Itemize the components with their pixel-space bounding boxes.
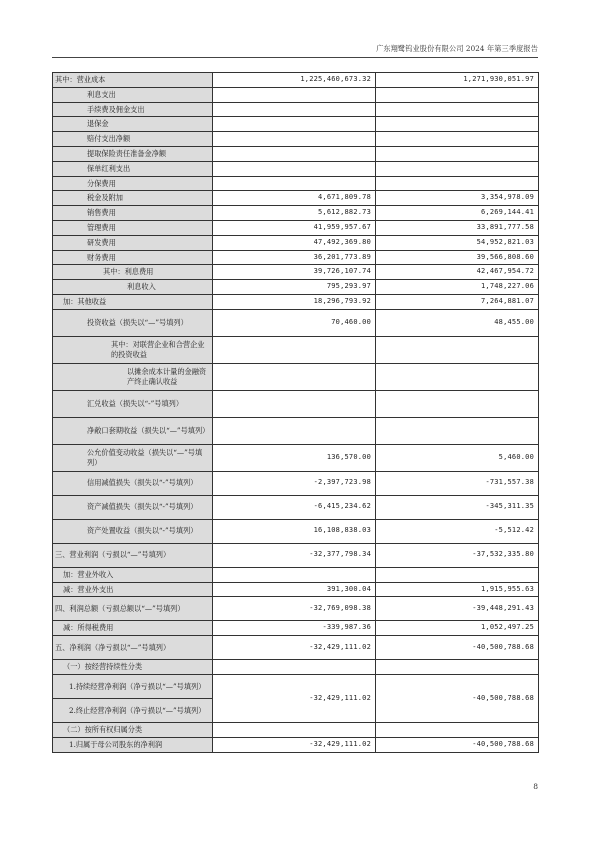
- current-period-value: [213, 390, 376, 417]
- prior-period-value: 33,891,777.58: [376, 220, 539, 235]
- row-label: 研发费用: [53, 235, 213, 250]
- table-row: [53, 636, 539, 660]
- prior-period-value: 1,748,227.06: [376, 280, 539, 295]
- current-period-value: 5,612,882.73: [213, 206, 376, 221]
- row-label: 其中：营业成本: [53, 73, 213, 88]
- current-period-value: [213, 336, 376, 363]
- table-row: [53, 417, 539, 444]
- current-period-value: [213, 161, 376, 176]
- row-label: 2.终止经营净利润（净亏损以“—”号填列）: [53, 698, 213, 722]
- prior-period-value: -40,500,788.68: [376, 737, 539, 752]
- row-label: 公允价值变动收益（损失以“—”号填列）: [53, 444, 213, 471]
- row-label: 三、营业利润（亏损以“—”号填列）: [53, 543, 213, 567]
- prior-period-value: -345,311.35: [376, 495, 539, 519]
- row-label: 退保金: [53, 117, 213, 132]
- row-label: 四、利润总额（亏损总额以“—”号填列）: [53, 597, 213, 621]
- current-period-value: [213, 87, 376, 102]
- row-label: 其中：对联营企业和合营企业的投资收益: [53, 336, 213, 363]
- table-row: [53, 336, 539, 363]
- row-label: 减：所得税费用: [53, 621, 213, 636]
- prior-period-value: [376, 722, 539, 737]
- row-label: 手续费及佣金支出: [53, 102, 213, 117]
- table-row: [53, 117, 539, 132]
- row-label: 资产减值损失（损失以“-”号填列）: [53, 495, 213, 519]
- table-row: [53, 220, 539, 235]
- row-label: 保单红利支出: [53, 161, 213, 176]
- row-label: 以摊余成本计量的金融资产终止确认收益: [53, 363, 213, 390]
- row-label: 销售费用: [53, 206, 213, 221]
- prior-period-value: 6,269,144.41: [376, 206, 539, 221]
- prior-period-value: [376, 336, 539, 363]
- table-row: [53, 73, 539, 88]
- prior-period-value: [376, 567, 539, 582]
- current-period-value: 16,108,838.03: [213, 519, 376, 543]
- current-period-value: -339,987.36: [213, 621, 376, 636]
- income-statement-body: [53, 73, 539, 753]
- row-label: 1.持续经营净利润（净亏损以“—”号填列）: [53, 674, 213, 698]
- prior-period-value: 42,467,954.72: [376, 265, 539, 280]
- row-label: 减：营业外支出: [53, 582, 213, 597]
- prior-period-value: 1,915,955.63: [376, 582, 539, 597]
- prior-period-value: [376, 660, 539, 675]
- table-row: [53, 191, 539, 206]
- prior-period-value: [376, 102, 539, 117]
- row-label: 利息支出: [53, 87, 213, 102]
- row-label: （一）按经营持续性分类: [53, 660, 213, 675]
- current-period-value: [213, 722, 376, 737]
- table-row: [53, 444, 539, 471]
- current-period-value: 70,460.00: [213, 309, 376, 336]
- report-header-title: 广东翔鹭钨业股份有限公司 2024 年第三季度报告: [376, 44, 538, 53]
- row-label: 其中：利息费用: [53, 265, 213, 280]
- prior-period-value: -731,557.38: [376, 471, 539, 495]
- row-label: 1.归属于母公司股东的净利润: [53, 737, 213, 752]
- current-period-value: 41,959,957.67: [213, 220, 376, 235]
- prior-period-value: [376, 117, 539, 132]
- table-row: [53, 674, 539, 698]
- table-row: [53, 294, 539, 309]
- prior-period-value: [376, 161, 539, 176]
- prior-period-value: [376, 87, 539, 102]
- prior-period-value: [376, 390, 539, 417]
- current-period-value: -32,429,111.02: [213, 737, 376, 752]
- table-row: [53, 132, 539, 147]
- row-label: 投资收益（损失以“—”号填列）: [53, 309, 213, 336]
- prior-period-value: -5,512.42: [376, 519, 539, 543]
- table-row: [53, 265, 539, 280]
- current-period-value: [213, 176, 376, 191]
- table-row: [53, 519, 539, 543]
- current-period-value: -32,429,111.02: [213, 674, 376, 722]
- current-period-value: [213, 417, 376, 444]
- table-row: [53, 597, 539, 621]
- table-row: [53, 87, 539, 102]
- row-label: 管理费用: [53, 220, 213, 235]
- row-label: 利息收入: [53, 280, 213, 295]
- row-label: 加：其他收益: [53, 294, 213, 309]
- row-label: 净敞口套期收益（损失以“—”号填列）: [53, 417, 213, 444]
- row-label: 提取保险责任准备金净额: [53, 146, 213, 161]
- prior-period-value: [376, 176, 539, 191]
- prior-period-value: [376, 363, 539, 390]
- table-row: [53, 567, 539, 582]
- current-period-value: [213, 117, 376, 132]
- income-statement-table: [52, 72, 539, 753]
- current-period-value: -32,377,798.34: [213, 543, 376, 567]
- row-label: 汇兑收益（损失以“-”号填列）: [53, 390, 213, 417]
- row-label: 信用减值损失（损失以“-”号填列）: [53, 471, 213, 495]
- prior-period-value: -37,532,335.80: [376, 543, 539, 567]
- row-label: 资产处置收益（损失以“-”号填列）: [53, 519, 213, 543]
- prior-period-value: -40,500,788.68: [376, 674, 539, 722]
- table-row: [53, 390, 539, 417]
- prior-period-value: -40,500,788.68: [376, 636, 539, 660]
- row-label: 税金及附加: [53, 191, 213, 206]
- current-period-value: 4,671,809.78: [213, 191, 376, 206]
- current-period-value: [213, 567, 376, 582]
- table-row: [53, 161, 539, 176]
- prior-period-value: -39,448,291.43: [376, 597, 539, 621]
- table-row: [53, 176, 539, 191]
- current-period-value: 136,570.00: [213, 444, 376, 471]
- row-label: 赔付支出净额: [53, 132, 213, 147]
- current-period-value: 47,492,369.80: [213, 235, 376, 250]
- table-row: [53, 146, 539, 161]
- table-row: [53, 660, 539, 675]
- prior-period-value: 48,455.00: [376, 309, 539, 336]
- table-row: [53, 543, 539, 567]
- current-period-value: -32,769,098.38: [213, 597, 376, 621]
- table-row: [53, 280, 539, 295]
- prior-period-value: [376, 146, 539, 161]
- row-label: 加：营业外收入: [53, 567, 213, 582]
- row-label: （二）按所有权归属分类: [53, 722, 213, 737]
- table-row: [53, 582, 539, 597]
- table-row: [53, 102, 539, 117]
- table-row: [53, 737, 539, 752]
- prior-period-value: 7,264,881.07: [376, 294, 539, 309]
- row-label: 五、净利润（净亏损以“—”号填列）: [53, 636, 213, 660]
- current-period-value: 18,296,793.92: [213, 294, 376, 309]
- table-row: [53, 621, 539, 636]
- prior-period-value: 1,052,497.25: [376, 621, 539, 636]
- current-period-value: -6,415,234.62: [213, 495, 376, 519]
- table-row: [53, 206, 539, 221]
- table-row: [53, 309, 539, 336]
- current-period-value: [213, 146, 376, 161]
- prior-period-value: 5,460.00: [376, 444, 539, 471]
- page-number: 8: [533, 782, 538, 791]
- prior-period-value: 1,271,930,051.97: [376, 73, 539, 88]
- table-row: [53, 363, 539, 390]
- current-period-value: 795,293.97: [213, 280, 376, 295]
- current-period-value: 36,201,773.89: [213, 250, 376, 265]
- current-period-value: [213, 132, 376, 147]
- current-period-value: 1,225,460,673.32: [213, 73, 376, 88]
- row-label: 财务费用: [53, 250, 213, 265]
- current-period-value: [213, 363, 376, 390]
- table-row: [53, 471, 539, 495]
- table-row: [53, 722, 539, 737]
- prior-period-value: [376, 132, 539, 147]
- prior-period-value: [376, 417, 539, 444]
- current-period-value: 39,726,107.74: [213, 265, 376, 280]
- table-row: [53, 495, 539, 519]
- header-divider: [52, 57, 538, 58]
- table-row: [53, 235, 539, 250]
- current-period-value: [213, 102, 376, 117]
- prior-period-value: 54,952,821.03: [376, 235, 539, 250]
- prior-period-value: 3,354,978.09: [376, 191, 539, 206]
- current-period-value: 391,300.04: [213, 582, 376, 597]
- current-period-value: [213, 660, 376, 675]
- table-row: [53, 250, 539, 265]
- row-label: 分保费用: [53, 176, 213, 191]
- prior-period-value: 39,566,808.60: [376, 250, 539, 265]
- current-period-value: -32,429,111.02: [213, 636, 376, 660]
- current-period-value: -2,397,723.98: [213, 471, 376, 495]
